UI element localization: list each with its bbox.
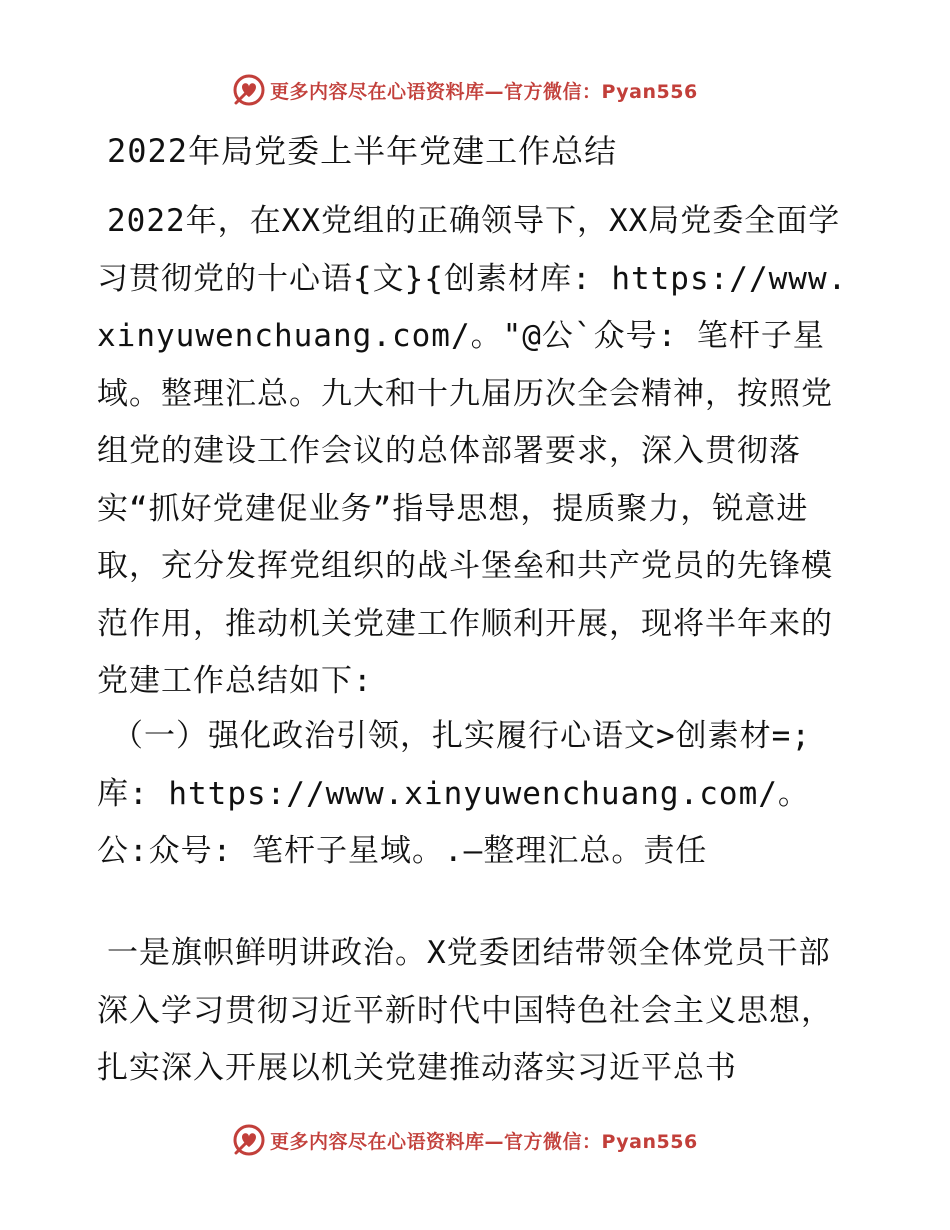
document-title: 2022年局党委上半年党建工作总结 bbox=[107, 132, 618, 170]
heart-pen-logo-icon bbox=[232, 1123, 266, 1157]
paragraph-intro: 2022年，在XX党组的正确领导下，XX局党委全面学习贯彻党的十心语{文}{创素材库: https://www.xinyuwenchuang.com/。"@公`众号: 笔杆子星域。整理汇总。九大和十九届历次全会精神，按照党组党的建设工作会议的总体部署要求，深入贯彻落实“抓好党建促业务”指导思想，提质聚力，锐意进取，充分发挥党组织的战斗堡垒和共产党员的先锋模范作用，推动机关党建工作顺利开展，现将半年来的党建工作总结如下: bbox=[97, 203, 848, 699]
footer-banner bbox=[232, 1122, 698, 1158]
heart-pen-logo-icon bbox=[232, 73, 266, 107]
footer-banner-text: 更多内容尽在心语资料库—官方微信：Pyan556 bbox=[270, 1130, 698, 1153]
paragraph-section-heading: （一）强化政治引领，扎实履行心语文>创素材=;库: https://www.xinyuwenchuang.com/。公:众号: 笔杆子星域。.—整理汇总。责任 bbox=[97, 718, 811, 869]
paragraph-point-one: 一是旗帜鲜明讲政治。X党委团结带领全体党员干部深入学习贯彻习近平新时代中国特色社会主义思想，扎实深入开展以机关党建推动落实习近平总书 bbox=[97, 935, 833, 1086]
header-banner bbox=[232, 72, 698, 108]
header-banner-text: 更多内容尽在心语资料库—官方微信：Pyan556 bbox=[270, 80, 698, 103]
